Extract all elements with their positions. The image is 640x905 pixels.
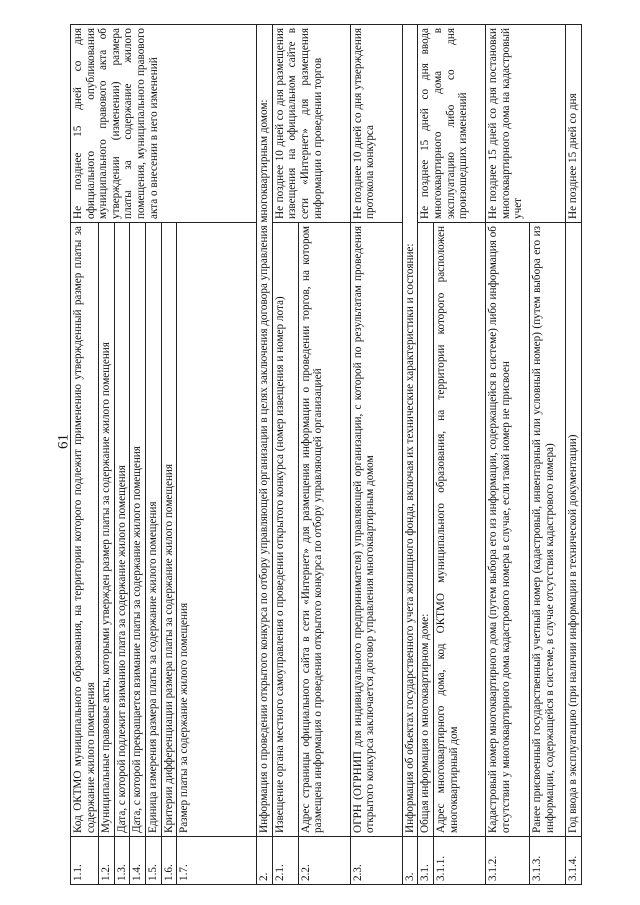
row-number: 3.1.1. bbox=[433, 837, 485, 885]
row-description: Дата, с которой прекращается взимание платы за содержание жилого помещения bbox=[130, 223, 146, 837]
table-row bbox=[485, 25, 529, 885]
row-number: 3.1.4. bbox=[565, 837, 581, 885]
row-deadline: Не позднее 15 дней со дня ввода многоквартирного дома в эксплуатацию либо со дня произошедших изменений bbox=[418, 25, 486, 223]
row-description: Информация об объектах государственного учета жилищного фонда, включая их технические характеристики и состояние: bbox=[402, 25, 418, 837]
table-row bbox=[565, 25, 581, 885]
row-description: Дата, с которой подлежит взиманию плата за содержание жилого помещения bbox=[114, 223, 130, 837]
row-description: Муниципальные правовые акты, которыми утвержден размер платы за содержание жилого помещения bbox=[99, 223, 115, 837]
section-row bbox=[402, 25, 418, 885]
row-description: Размер платы за содержание жилого помещения bbox=[177, 223, 257, 837]
page-number: 61 bbox=[55, 434, 72, 449]
row-deadline: Не позднее 15 дней со дня постановки многоквартирного дома на кадастровый учет bbox=[485, 25, 565, 223]
table-row bbox=[350, 25, 402, 885]
row-description: Критерии дифференциации размера платы за содержание жилого помещения bbox=[161, 223, 177, 837]
table-row bbox=[418, 25, 434, 885]
row-number: 2.2. bbox=[298, 837, 350, 885]
row-number: 3.1.3. bbox=[529, 837, 565, 885]
row-number: 1.6. bbox=[161, 837, 177, 885]
row-description: ОГРН (ОГРНИП для индивидуального предпринимателя) управляющей организации, с которой по результатам проведения открытого конкурса заключается договор управления многоквартирным домом bbox=[350, 223, 402, 837]
table-row bbox=[71, 25, 99, 885]
requirements-table bbox=[70, 24, 582, 885]
row-description: Общая информация о многоквартирном доме: bbox=[418, 223, 434, 837]
row-number: 1.4. bbox=[130, 837, 146, 885]
row-description: Код ОКТМО муниципального образования, на территории которого подлежит применению утвержденный размер платы за содержание жилого помещения bbox=[71, 223, 99, 837]
row-number: 1.1. bbox=[71, 837, 99, 885]
row-deadline: Не позднее 15 дней со дня bbox=[565, 25, 581, 223]
row-description: Адрес многоквартирного дома, код ОКТМО муниципального образования, на территории которого расположен многоквартирный дом bbox=[433, 223, 485, 837]
row-description: Год ввода в эксплуатацию (при наличии информации в технической документации) bbox=[565, 223, 581, 837]
section-row bbox=[257, 25, 273, 885]
row-deadline: Не позднее 10 дней со дня утверждения протокола конкурса bbox=[350, 25, 402, 223]
row-number: 1.7. bbox=[177, 837, 257, 885]
table-body bbox=[71, 25, 582, 885]
row-number: 2.1. bbox=[272, 837, 298, 885]
row-description: Извещение органа местного самоуправления о проведении открытого конкурса (номер извещения и номер лота) bbox=[272, 223, 298, 837]
row-number: 1.2. bbox=[99, 837, 115, 885]
row-number: 1.3. bbox=[114, 837, 130, 885]
rotated-table-wrapper bbox=[70, 25, 590, 885]
row-description: Единица измерения размера платы за содержание жилого помещения bbox=[145, 223, 161, 837]
table-row bbox=[272, 25, 298, 885]
row-number: 3.1.2. bbox=[485, 837, 529, 885]
row-number: 2.3. bbox=[350, 837, 402, 885]
row-description: Адрес страницы официального сайта в сети «Интернет» для размещения информации о проведении торгов, на котором размещена информация о проведении открытого конкурса по отбору управляющей организацией bbox=[298, 223, 350, 837]
row-deadline: Не позднее 15 дней со дня официального опубликования муниципального правового акта об утверждении (изменении) размера платы за содержание жилого помещения, муниципального правового акта о внесении в него изменений bbox=[71, 25, 257, 223]
row-number: 1.5. bbox=[145, 837, 161, 885]
row-deadline: Не позднее 10 дней со дня размещения извещения на официальном сайте в сети «Интернет» для размещения информации о проведении торгов bbox=[272, 25, 350, 223]
row-number: 3.1. bbox=[418, 837, 434, 885]
row-description: Информация о проведении открытого конкурса по отбору управляющей организации в целях заключения договора управления многоквартирным домом: bbox=[257, 25, 273, 837]
row-number: 2. bbox=[257, 837, 273, 885]
row-description: Кадастровый номер многоквартирного дома (путем выбора его из информации, содержащейся в системе) либо информация об отсутствии у многоквартирного дома кадастрового номера в случае, если такой номер не присвоен bbox=[485, 223, 529, 837]
row-number: 3. bbox=[402, 837, 418, 885]
row-description: Ранее присвоенный государственный учетный номер (кадастровый, инвентарный или условный номер) (путем выбора его из информации, содержащейся в системе, в случае отсутствия кадастрового номера) bbox=[529, 223, 565, 837]
